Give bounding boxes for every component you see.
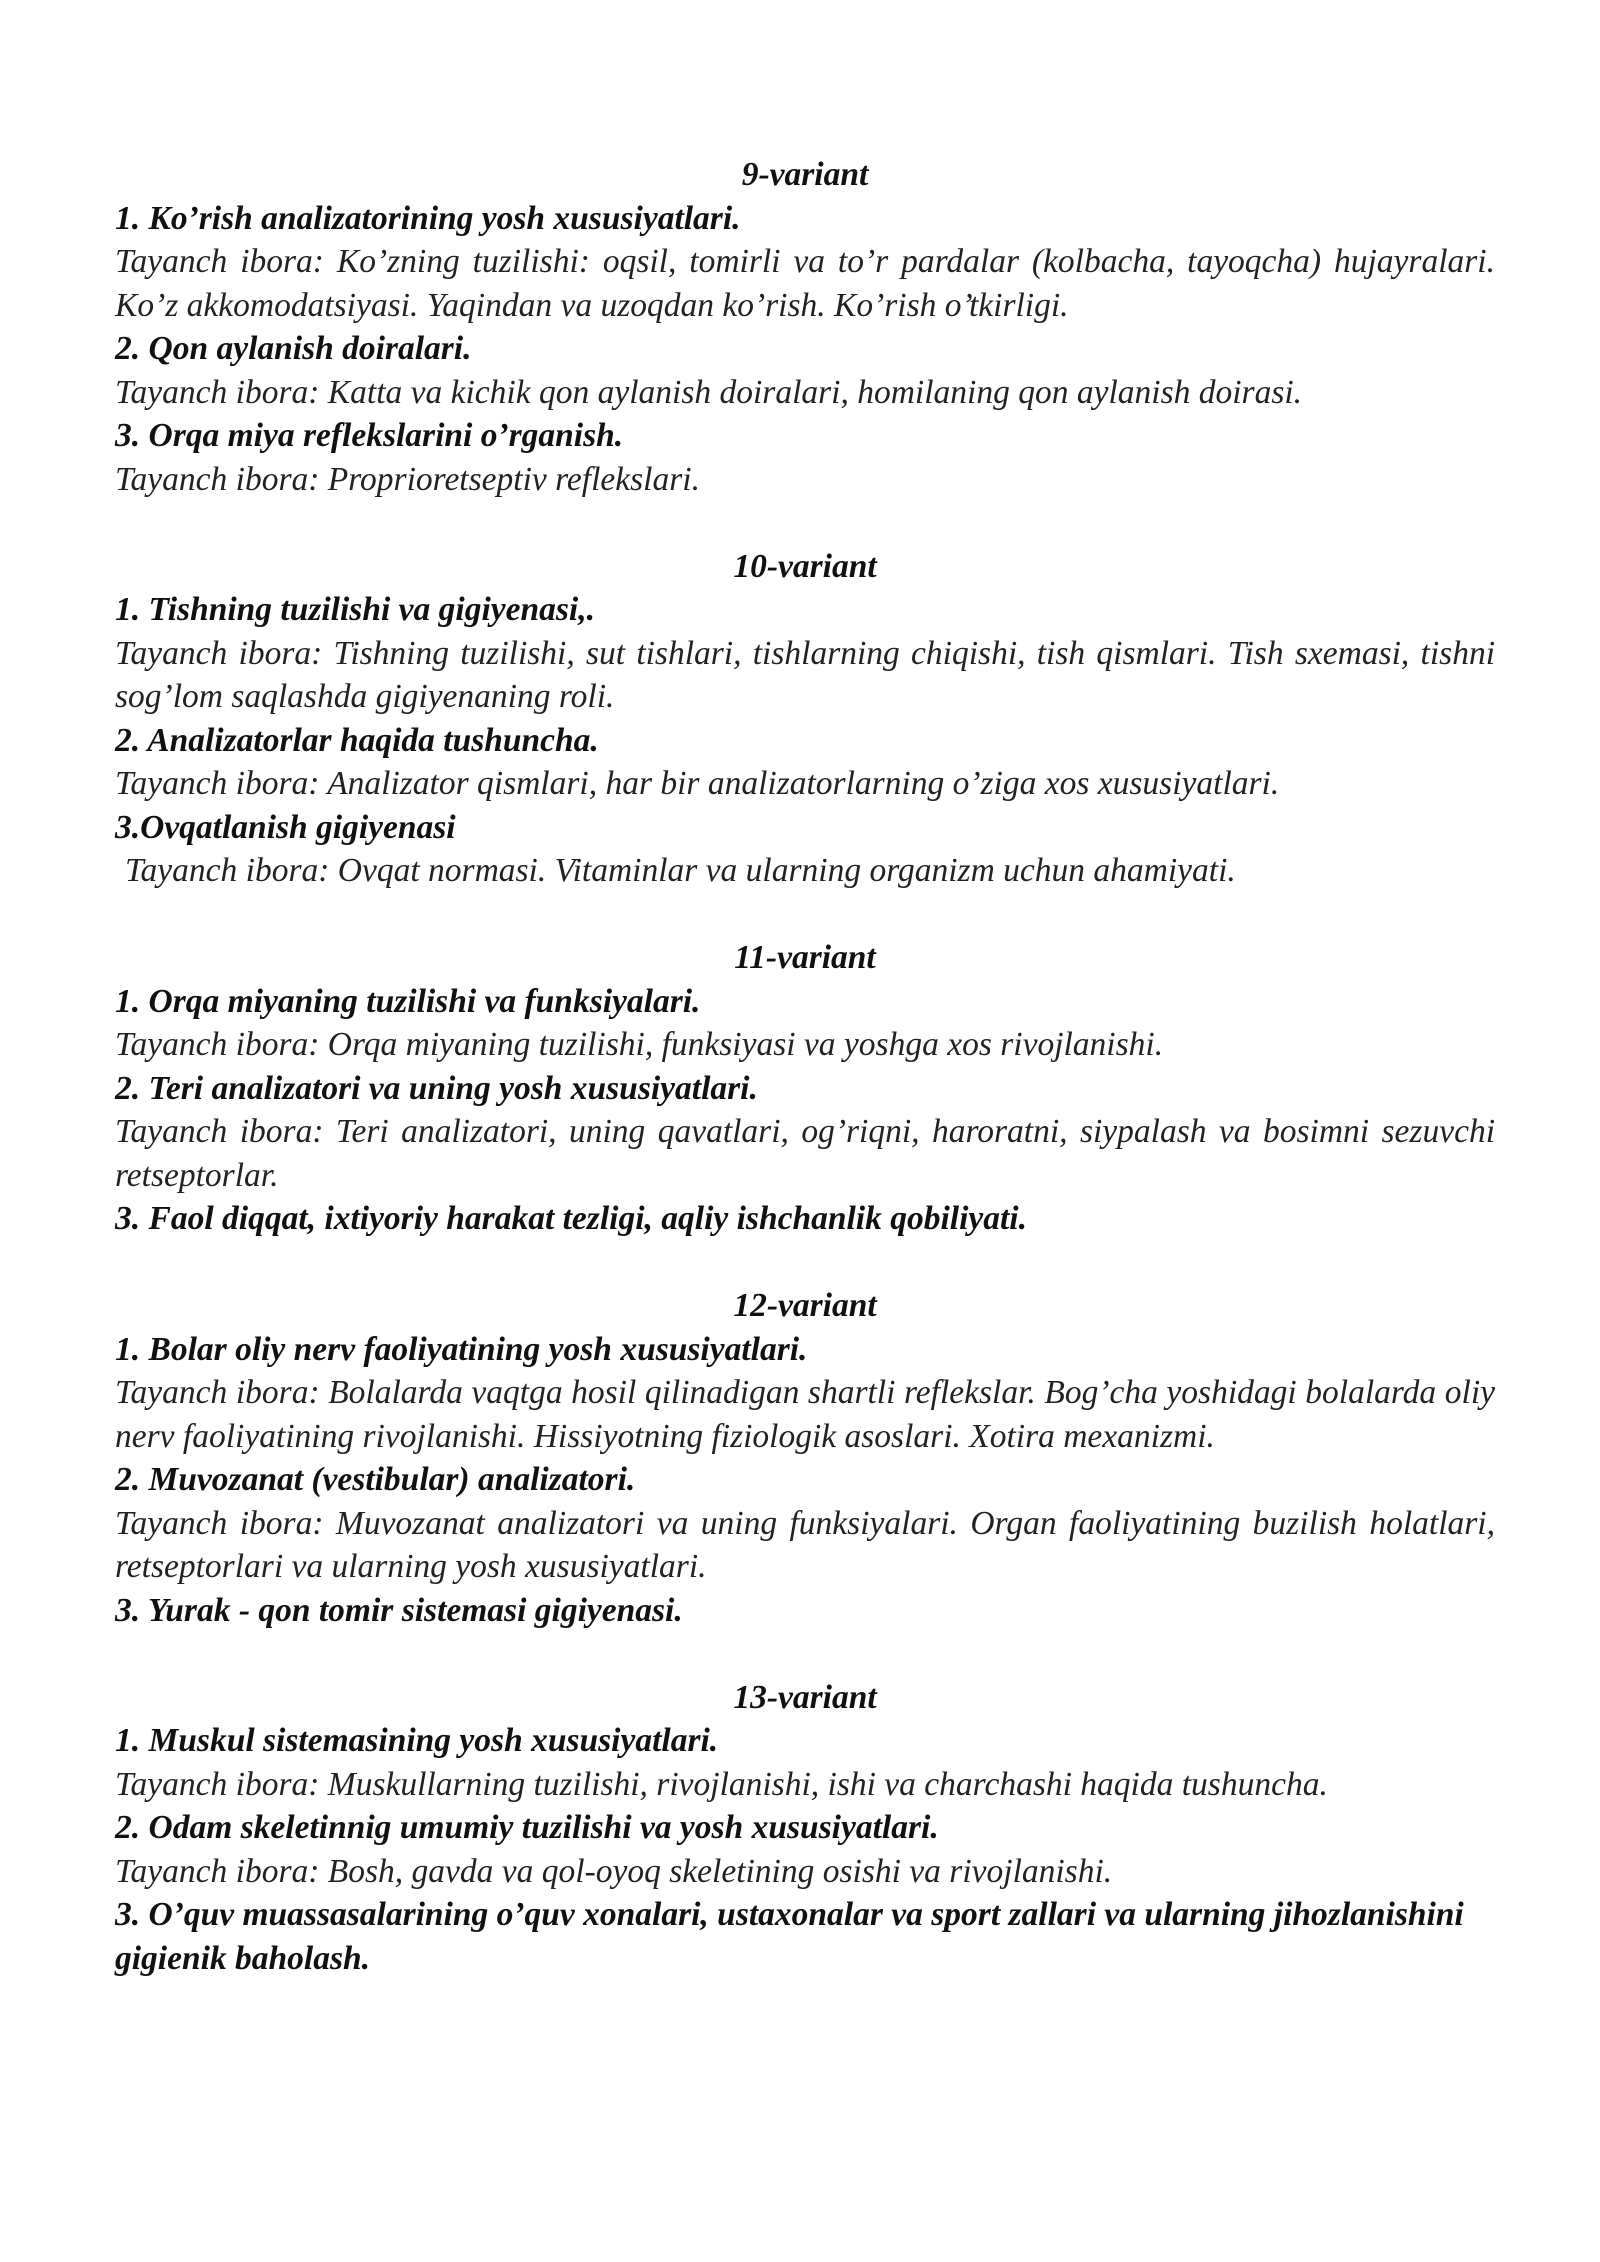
key-phrase-1: Tayanch ibora: Orqa miyaning tuzilishi, funksiyasi va yoshga xos rivojlanishi.	[115, 1026, 1164, 1063]
question-2: 2. Qon aylanish doiralari.	[115, 330, 472, 367]
question-2: 2. Analizatorlar haqida tushuncha.	[115, 721, 599, 759]
question-2: 2. Muvozanat (vestibular) analizatori.	[115, 1461, 636, 1498]
key-phrase-1: Tayanch ibora: Ko’zning tuzilishi: oqsil, tomirli va to’r pardalar (kolbacha, tayoqcha) hujayralari. Ko’z akkomodatsiyasi. Yaqindan va uzoqdan ko’rish. Ko’rish o’tkirligi.	[115, 243, 1495, 324]
variant-title: 11-variant	[734, 939, 876, 976]
variant-13-section	[115, 1676, 1495, 1981]
question-1: 1. Muskul sistemasining yosh xususiyatlari.	[115, 1722, 719, 1759]
question-2: 2. Odam skeletinnig umumiy tuzilishi va yosh xususiyatlari.	[115, 1809, 939, 1846]
question-1: 1. Ko’rish analizatorining yosh xususiyatlari.	[115, 199, 741, 237]
variant-9-section	[115, 153, 1495, 501]
question-3: 3. Orqa miya reflekslarini o’rganish.	[115, 417, 624, 454]
variant-11-section	[115, 936, 1495, 1241]
key-phrase-2: Tayanch ibora: Muvozanat analizatori va uning funksiyalari. Organ faoliyatining buzilish holatlari, retseptorlari va ularning yosh xususiyatlari.	[115, 1504, 1495, 1585]
key-phrase-1: Tayanch ibora: Bolalarda vaqtga hosil qilinadigan shartli reflekslar. Bog’cha yoshidagi bolalarda oliy nerv faoliyatining rivojlanishi. Hissiyotning fiziologik asoslari. Xotira mexanizmi.	[115, 1374, 1495, 1455]
variant-title: 9-variant	[741, 156, 869, 193]
key-phrase-1: Tayanch ibora: Muskullarning tuzilishi, rivojlanishi, ishi va charchashi haqida tushuncha.	[115, 1765, 1328, 1803]
key-phrase-2: Tayanch ibora: Bosh, gavda va qol-oyoq skeletining osishi va rivojlanishi.	[115, 1852, 1113, 1890]
document-page	[115, 153, 1495, 2024]
key-phrase-1: Tayanch ibora: Tishning tuzilishi, sut tishlari, tishlarning chiqishi, tish qismlari. Tish sxemasi, tishni sog’lom saqlashda gigiyenaning roli.	[115, 634, 1495, 715]
variant-12-section	[115, 1284, 1495, 1632]
key-phrase-3: Tayanch ibora: Proprioretseptiv reflekslari.	[115, 460, 700, 498]
question-2: 2. Teri analizatori va uning yosh xususiyatlari.	[115, 1069, 758, 1107]
question-3: 3.Ovqatlanish gigiyenasi	[115, 808, 456, 846]
variant-title: 12-variant	[733, 1287, 877, 1324]
question-3: 3. Yurak - qon tomir sistemasi gigiyenasi.	[115, 1591, 683, 1629]
question-3: 3. O’quv muassasalarining o’quv xonalari, ustaxonalar va sport zallari va ularning jihozlanishini gigienik baholash.	[115, 1896, 1464, 1977]
variant-title: 13-variant	[733, 1678, 877, 1716]
question-1: 1. Tishning tuzilishi va gigiyenasi,.	[115, 591, 595, 628]
key-phrase-3: Tayanch ibora: Ovqat normasi. Vitaminlar va ularning organizm uchun ahamiyati.	[125, 852, 1236, 889]
variant-title: 10-variant	[733, 547, 877, 585]
question-1: 1. Orqa miyaning tuzilishi va funksiyalari.	[115, 982, 701, 1020]
key-phrase-2: Tayanch ibora: Analizator qismlari, har bir analizatorlarning o’ziga xos xususiyatlari.	[115, 765, 1280, 802]
variant-10-section	[115, 545, 1495, 893]
key-phrase-2: Tayanch ibora: Teri analizatori, uning qavatlari, og’riqni, haroratni, siypalash va bosimni sezuvchi retseptorlar.	[115, 1113, 1495, 1194]
question-1: 1. Bolar oliy nerv faoliyatining yosh xususiyatlari.	[115, 1330, 808, 1368]
key-phrase-2: Tayanch ibora: Katta va kichik qon aylanish doiralari, homilaning qon aylanish doirasi.	[115, 373, 1303, 411]
question-3: 3. Faol diqqat, ixtiyoriy harakat tezligi, aqliy ishchanlik qobiliyati.	[115, 1200, 1027, 1237]
